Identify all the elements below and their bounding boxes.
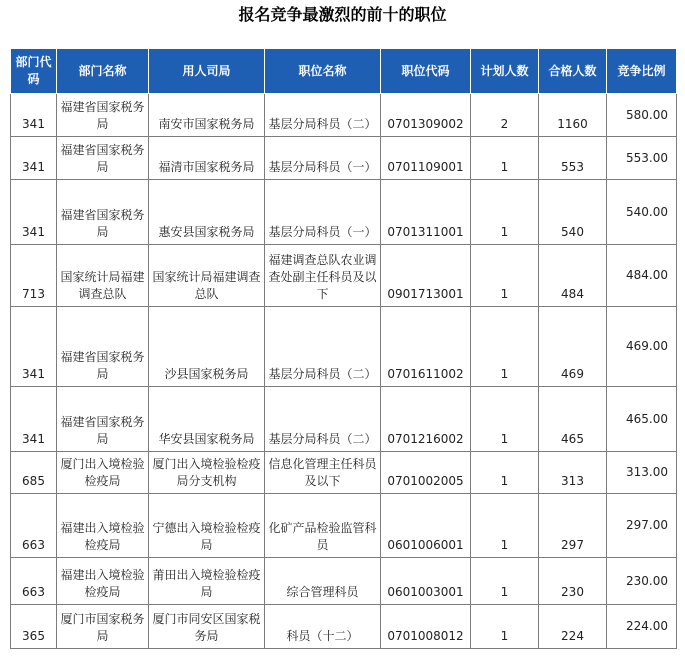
cell-position: 科员（十二） [265, 605, 381, 649]
cell-qualified: 224 [539, 605, 607, 649]
cell-dept-name: 国家统计局福建调查总队 [57, 245, 149, 307]
table-row [11, 180, 677, 245]
cell-qualified: 313 [539, 452, 607, 494]
cell-position-code: 0701008012 [381, 605, 471, 649]
cell-dept-code: 341 [11, 387, 57, 452]
cell-ratio: 540.00 [607, 180, 677, 245]
cell-bureau: 厦门出入境检验检疫局分支机构 [149, 452, 265, 494]
cell-dept-code: 341 [11, 94, 57, 137]
column-header-position: 职位名称 [265, 49, 381, 94]
cell-position: 福建调查总队农业调查处副主任科员及以下 [265, 245, 381, 307]
cell-dept-code: 713 [11, 245, 57, 307]
cell-dept-code: 685 [11, 452, 57, 494]
cell-plan: 1 [471, 137, 539, 180]
cell-ratio: 553.00 [607, 137, 677, 180]
cell-qualified: 484 [539, 245, 607, 307]
cell-bureau: 国家统计局福建调查总队 [149, 245, 265, 307]
cell-ratio: 469.00 [607, 307, 677, 387]
table-row [11, 307, 677, 387]
cell-position-code: 0701611002 [381, 307, 471, 387]
cell-plan: 1 [471, 494, 539, 558]
cell-ratio: 484.00 [607, 245, 677, 307]
cell-dept-name: 福建省国家税务局 [57, 180, 149, 245]
cell-dept-name: 福建省国家税务局 [57, 387, 149, 452]
cell-dept-name: 厦门市国家税务局 [57, 605, 149, 649]
cell-ratio: 465.00 [607, 387, 677, 452]
cell-position-code: 0701109001 [381, 137, 471, 180]
positions-table [10, 48, 677, 649]
table-row [11, 452, 677, 494]
cell-dept-code: 341 [11, 180, 57, 245]
cell-qualified: 1160 [539, 94, 607, 137]
cell-dept-code: 365 [11, 605, 57, 649]
page-title: 报名竞争最激烈的前十的职位 [238, 5, 447, 24]
table-row [11, 245, 677, 307]
cell-qualified: 469 [539, 307, 607, 387]
cell-qualified: 230 [539, 558, 607, 605]
cell-bureau: 惠安县国家税务局 [149, 180, 265, 245]
cell-dept-name: 福建出入境检验检疫局 [57, 494, 149, 558]
cell-plan: 1 [471, 307, 539, 387]
cell-position: 基层分局科员（二） [265, 94, 381, 137]
cell-dept-name: 厦门出入境检验检疫局 [57, 452, 149, 494]
cell-position: 信息化管理主任科员及以下 [265, 452, 381, 494]
cell-qualified: 553 [539, 137, 607, 180]
table-row [11, 494, 677, 558]
table-row [11, 94, 677, 137]
cell-ratio: 313.00 [607, 452, 677, 494]
cell-dept-code: 663 [11, 494, 57, 558]
table-row [11, 558, 677, 605]
column-header-dept-code: 部门代码 [11, 49, 57, 94]
cell-qualified: 297 [539, 494, 607, 558]
cell-position: 基层分局科员（二） [265, 387, 381, 452]
column-header-dept-name: 部门名称 [57, 49, 149, 94]
column-header-ratio: 竞争比例 [607, 49, 677, 94]
cell-dept-code: 341 [11, 307, 57, 387]
cell-plan: 1 [471, 558, 539, 605]
cell-bureau: 宁德出入境检验检疫局 [149, 494, 265, 558]
cell-bureau: 厦门市同安区国家税务局 [149, 605, 265, 649]
cell-bureau: 南安市国家税务局 [149, 94, 265, 137]
cell-position-code: 0901713001 [381, 245, 471, 307]
table-header-row [11, 49, 677, 94]
cell-plan: 1 [471, 180, 539, 245]
cell-bureau: 沙县国家税务局 [149, 307, 265, 387]
cell-position-code: 0601003001 [381, 558, 471, 605]
cell-plan: 1 [471, 605, 539, 649]
cell-bureau: 华安县国家税务局 [149, 387, 265, 452]
cell-plan: 1 [471, 245, 539, 307]
cell-dept-name: 福建省国家税务局 [57, 307, 149, 387]
cell-ratio: 580.00 [607, 94, 677, 137]
cell-dept-code: 663 [11, 558, 57, 605]
table-row [11, 605, 677, 649]
cell-dept-name: 福建出入境检验检疫局 [57, 558, 149, 605]
cell-bureau: 莆田出入境检验检疫局 [149, 558, 265, 605]
cell-qualified: 540 [539, 180, 607, 245]
cell-position-code: 0701002005 [381, 452, 471, 494]
cell-ratio: 230.00 [607, 558, 677, 605]
cell-position-code: 0701216002 [381, 387, 471, 452]
cell-dept-name: 福建省国家税务局 [57, 94, 149, 137]
column-header-plan: 计划人数 [471, 49, 539, 94]
cell-qualified: 465 [539, 387, 607, 452]
cell-position: 基层分局科员（一） [265, 137, 381, 180]
cell-position: 化矿产品检验监管科员 [265, 494, 381, 558]
cell-position: 基层分局科员（一） [265, 180, 381, 245]
cell-position: 基层分局科员（二） [265, 307, 381, 387]
column-header-position-code: 职位代码 [381, 49, 471, 94]
table-row [11, 137, 677, 180]
column-header-qualified: 合格人数 [539, 49, 607, 94]
column-header-bureau: 用人司局 [149, 49, 265, 94]
cell-plan: 1 [471, 387, 539, 452]
cell-dept-name: 福建省国家税务局 [57, 137, 149, 180]
cell-position-code: 0601006001 [381, 494, 471, 558]
table-row [11, 387, 677, 452]
cell-plan: 1 [471, 452, 539, 494]
cell-bureau: 福清市国家税务局 [149, 137, 265, 180]
cell-position-code: 0701311001 [381, 180, 471, 245]
cell-plan: 2 [471, 94, 539, 137]
cell-position: 综合管理科员 [265, 558, 381, 605]
cell-dept-code: 341 [11, 137, 57, 180]
cell-ratio: 224.00 [607, 605, 677, 649]
cell-ratio: 297.00 [607, 494, 677, 558]
cell-position-code: 0701309002 [381, 94, 471, 137]
